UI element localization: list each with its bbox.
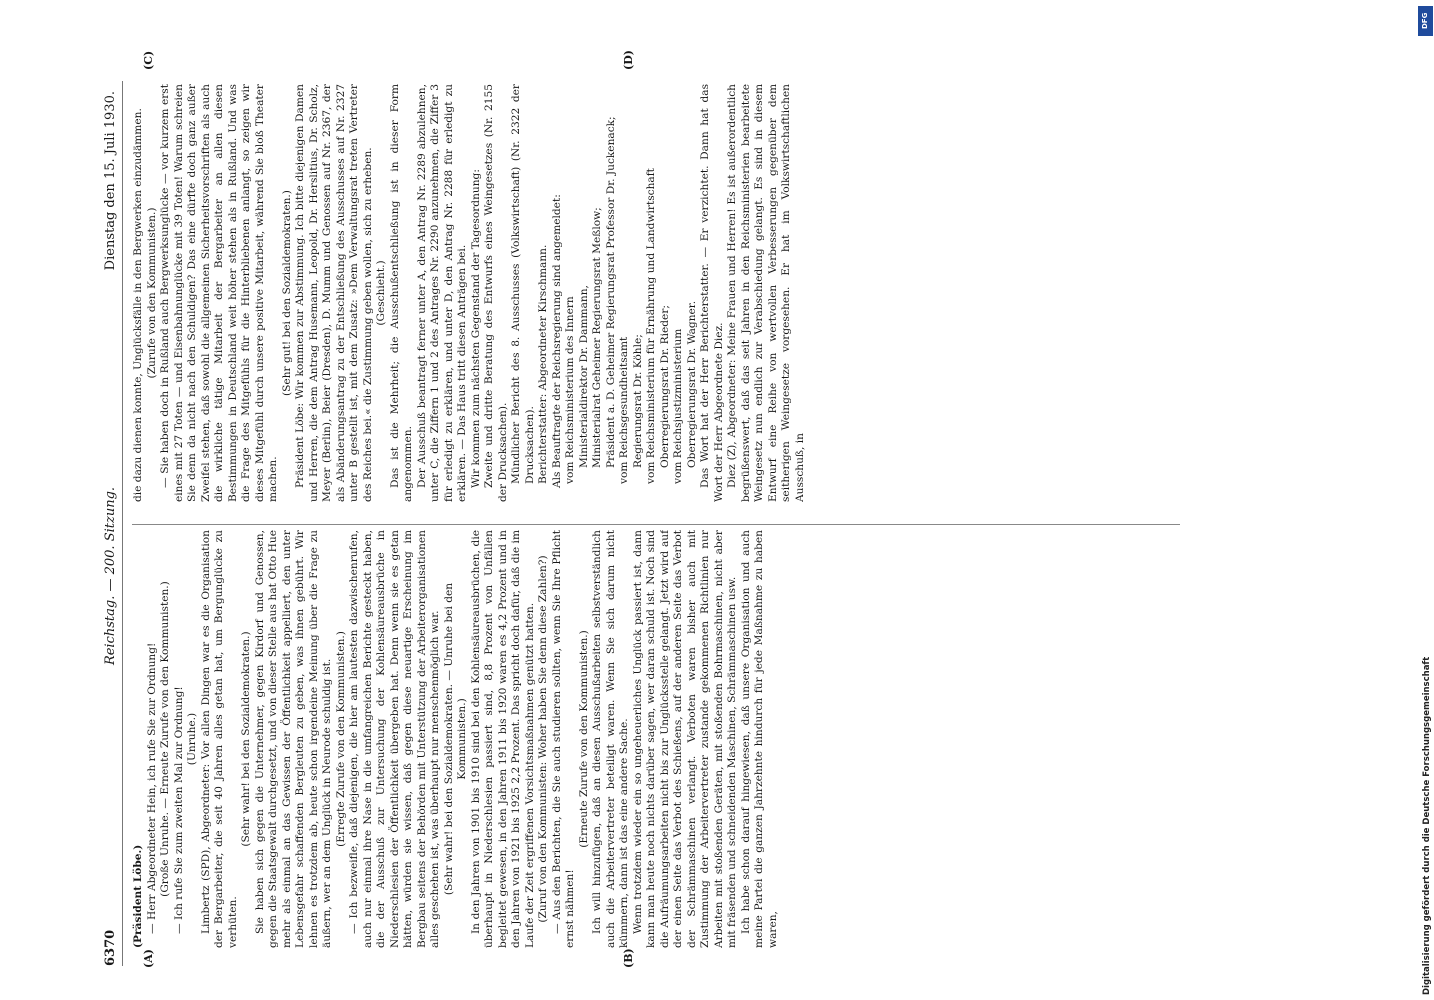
interjection: (Große Unruhe. — Erneute Zurufe von den Kommunisten.) (159, 581, 171, 897)
delegate: Ministerialdirektor Dr. Dammann, (577, 285, 590, 468)
delegate: Oberregierungsrat Dr. Rieder; (658, 305, 671, 468)
interjection: (Zurufe von den Kommunisten.) (145, 207, 158, 379)
paragraph: — Aus den Berichten, die Sie auch studieren sollten, wenn Sie Ihre Pflicht ernst nähmen! (550, 530, 576, 948)
reichstag-page (102, 50, 1187, 968)
interjection: (Zuruf von den Kommunisten: Woher haben Sie denn diese Zahlen?) (537, 555, 549, 923)
paragraph: Der Ausschuß beantragt ferner unter A, den Antrag Nr. 2289 abzulehnen, unter C, die Ziffern 1 und 2 des Antrages Nr. 2290 anzunehmen, die Ziffer 3 für erledigt zu erklären, und unter D, den Antrag Nr. 2288 für erledigt zu erklären. — Das Haus tritt diesen Anträgen bei. (415, 84, 468, 502)
interjection: (Geschieht.) (375, 260, 387, 326)
session-date: Dienstag den 15. Juli 1930. (103, 91, 118, 271)
government-delegates-heading: Als Beauftragte der Reichsregierung sind angemeldet: (550, 194, 563, 488)
margin-mark-a: (A) (142, 949, 155, 968)
page-number: 6370 (103, 929, 118, 966)
ministry: vom Reichsministerium für Ernährung und Landwirtschaft (645, 168, 657, 484)
session-title: Reichstag. — 200. Sitzung. (103, 486, 118, 666)
paragraph: die dazu dienen konnte, Unglücksfälle in den Bergwerken einzudämmen. (132, 108, 144, 502)
paragraph: Wir kommen zum nächsten Gegenstand der Tagesordnung: (469, 169, 482, 488)
speaker-context: (Präsident Löbe.) (132, 844, 144, 948)
interjection: (Unruhe.) (186, 712, 198, 766)
left-column (132, 530, 1182, 948)
paragraph: Das ist die Mehrheit; die Ausschußentschließung ist in dieser Form angenommen. (388, 84, 414, 502)
column-divider (132, 524, 1180, 525)
speech-diez: Diez (Z), Abgeordneter: Meine Frauen und Herren! Es ist außerordentlich begrüßenswert, daß das seit Jahren in den Reichsministerien bearbeitete Weingesetz nun endlich zur Verabschiedung gelangt. Es sind in diesem Entwurf eine Reihe von wertvollen Verbesserungen gegenüber dem seitherigen Weingesetze vorgesehen. Er hat im Volkswirtschaftlichen Ausschuß, in (726, 84, 806, 502)
agenda-item: Zweite und dritte Beratung des Entwurfs eines Weingesetzes (Nr. 2155 der Drucksachen). (483, 84, 509, 502)
delegate: Oberregierungsrat Dr. Wagner. (685, 300, 698, 468)
rapporteur: Berichterstatter: Abgeordneter Kirschmann. (537, 244, 549, 484)
paragraph: Ich will hinzufügen, daß an diesen Ausschußarbeiten selbstverständlich auch die Arbeitervertreter beteiligt waren. Wenn Sie sich darum nicht kümmern, dann ist das eine andere Sache. (591, 530, 630, 948)
margin-mark-c: (C) (142, 50, 155, 70)
president-vote-call: Präsident Löbe: Wir kommen zur Abstimmung. Ich bitte diejenigen Damen und Herren, die dem Antrag Husemann, Leopold, Dr. Herslitius, Dr. Scholz, Meyer (Berlin), Beier (Dresden), D. Mumm und Genossen auf Nr. 2367, der als Abänderungsantrag zu der Entschließung des Ausschusses auf Nr. 2327 unter B gestellt ist, mit dem Zusatz: »Dem Verwaltungsrat treten Vertreter des Reiches bei.« die Zustimmung geben wollen, sich zu erheben. (294, 84, 374, 502)
interjection: (Erneute Zurufe von den Kommunisten.) (577, 630, 590, 848)
running-head (102, 81, 123, 966)
paragraph: Sie haben sich gegen die Unternehmer, gegen Kirdorf und Genossen, gegen die Staatsgewalt durchgesetzt, und von dieser Stelle aus hat Otto Hue mehr als einmal an das Gewissen der Öffentlichkeit appelliert, den unter Lebensgefahr schaffenden Bergleuten zu geben, was ihnen gebührt. Wir lehnen es trotzdem ab, heute schon irgendeine Meinung über die Frage zu äußern, wer an dem Unglück in Neurode schuldig ist. (253, 530, 333, 948)
paragraph: Wenn trotzdem wieder ein so ungeheuerliches Unglück passiert ist, dann kann man heute noch nichts darüber sagen, wer daran schuld ist. Noch sind die Aufräumungsarbeiten nicht bis zur Unglücksstelle gelangt. Jetzt wird auf der einen Seite das Verbot des Schießens, auf der anderen Seite das Verbot der Schrämmaschinen verlangt. Verboten waren bisher auch mit Zustimmung der Arbeitervertreter zustande gekommenen Richtlinien nur Arbeiten mit stoßenden Geräten, mit stoßenden Bohrmaschinen, nicht aber mit fräsenden und schneidenden Maschinen, Schrämmaschinen usw. (631, 530, 738, 948)
delegate: Regierungsrat Dr. Köhle; (631, 334, 644, 468)
paragraph: — Ich rufe Sie zum zweiten Mal zur Ordnung! (172, 686, 185, 934)
interjection: (Sehr wahr! bei den Sozialdemokraten.) (240, 631, 252, 847)
paragraph: In den Jahren von 1901 bis 1910 sind bei den Kohlensäureausbrüchen, die überhaupt in Niederschlesien passiert sind, 8,8 Prozent von Unfällen begleitet gewesen, in den Jahren 1911 bis 1920 waren es 4,2 Prozent und in den Jahren von 1921 bis 1925 2,2 Prozent. Das spricht doch dafür, daß die im Laufe der Zeit ergriffenen Vorsichtsmaßnahmen genützt hatten. (469, 530, 536, 948)
margin-mark-b: (B) (622, 948, 635, 968)
agenda-report: Mündlicher Bericht des 8. Ausschusses (Volkswirtschaft) (Nr. 2322 der Drucksachen). (510, 84, 536, 484)
paragraph: Das Wort hat der Herr Berichterstatter. — Er verzichtet. Dann hat das Wort der Herr Abgeordnete Diez. (699, 84, 725, 502)
delegate: Ministerialrat Geheimer Regierungsrat Meßlow; (591, 207, 603, 468)
ministry: vom Reichsjustizministerium (672, 328, 684, 484)
speech-limbertz: Limbertz (SPD), Abgeordneter: Vor allen Dingen war es die Organisation der Bergarbeiter, die seit 40 Jahren alles getan hat, um Bergunglücke zu verhüten. (199, 530, 239, 948)
digitization-credit: Digitalisierung gefördert durch die Deutsche Forschungsgemeinschaft (1422, 656, 1432, 995)
dfg-logo: DFG (1418, 6, 1433, 36)
delegate: Präsident a. D. Geheimer Regierungsrat Professor Dr. Juckenack; (604, 116, 617, 468)
right-column (132, 84, 1182, 502)
interjection: (Sehr gut! bei den Sozialdemokraten.) (280, 190, 293, 396)
paragraph: — Herr Abgeordneter Hein, ich rufe Sie zur Ordnung! (145, 642, 158, 934)
margin-mark-d: (D) (622, 50, 635, 70)
paragraph: Ich habe schon darauf hingewiesen, daß unsere Organisation und auch meine Partei die ganzen Jahrzehnte hindurch für jede Maßnahme zu haben waren, (739, 530, 779, 948)
interjection: (Erregte Zurufe von den Kommunisten.) (334, 631, 347, 847)
ministry: vom Reichsgesundheitsamt (618, 336, 630, 484)
paragraph: — Sie haben doch in Rußland auch Bergwerksunglücke — vor kurzem erst eines mit 27 Toten — und Eisenbahnunglücke mit 39 Toten! Warum schreien Sie denn da nicht nach den Schuldigen? Das eine dürfte doch ganz außer Zweifel stehen, daß sowohl die allgemeinen Sicherheitsvorschriften als auch die wirkliche tätige Mitarbeit der Bergarbeiter an allen diesen Bestimmungen in Deutschland weit höher stehen als in Rußland. Und was die Frage des Mitgefühls für die Hinterbliebenen anlangt, so zeigen wir dieses Mitgefühl durch unsere positive Mitarbeit, während Sie bloß Theater machen. (159, 84, 279, 502)
interjection: (Sehr wahr! bei den Sozialdemokraten. — Unruhe bei den Kommunisten.) (442, 582, 468, 896)
paragraph: — Ich bezweifle, daß diejenigen, die hier am lautesten dazwischenrufen, auch nur einmal ihre Nase in die umfangreichen Berichte gesteckt haben, die der Ausschuß zur Untersuchung der Kohlensäureausbrüche in Niederschlesien der Öffentlichkeit übergeben hat. Denn wenn sie es getan hätten, würden sie wissen, daß gegen diese neuartige Erscheinung im Bergbau seitens der Behörden mit Unterstützung der Arbeiterorganisationen alles geschehen ist, was überhaupt nur menschenmöglich war. (348, 530, 441, 948)
ministry: vom Reichsministerium des Innern (564, 296, 576, 484)
